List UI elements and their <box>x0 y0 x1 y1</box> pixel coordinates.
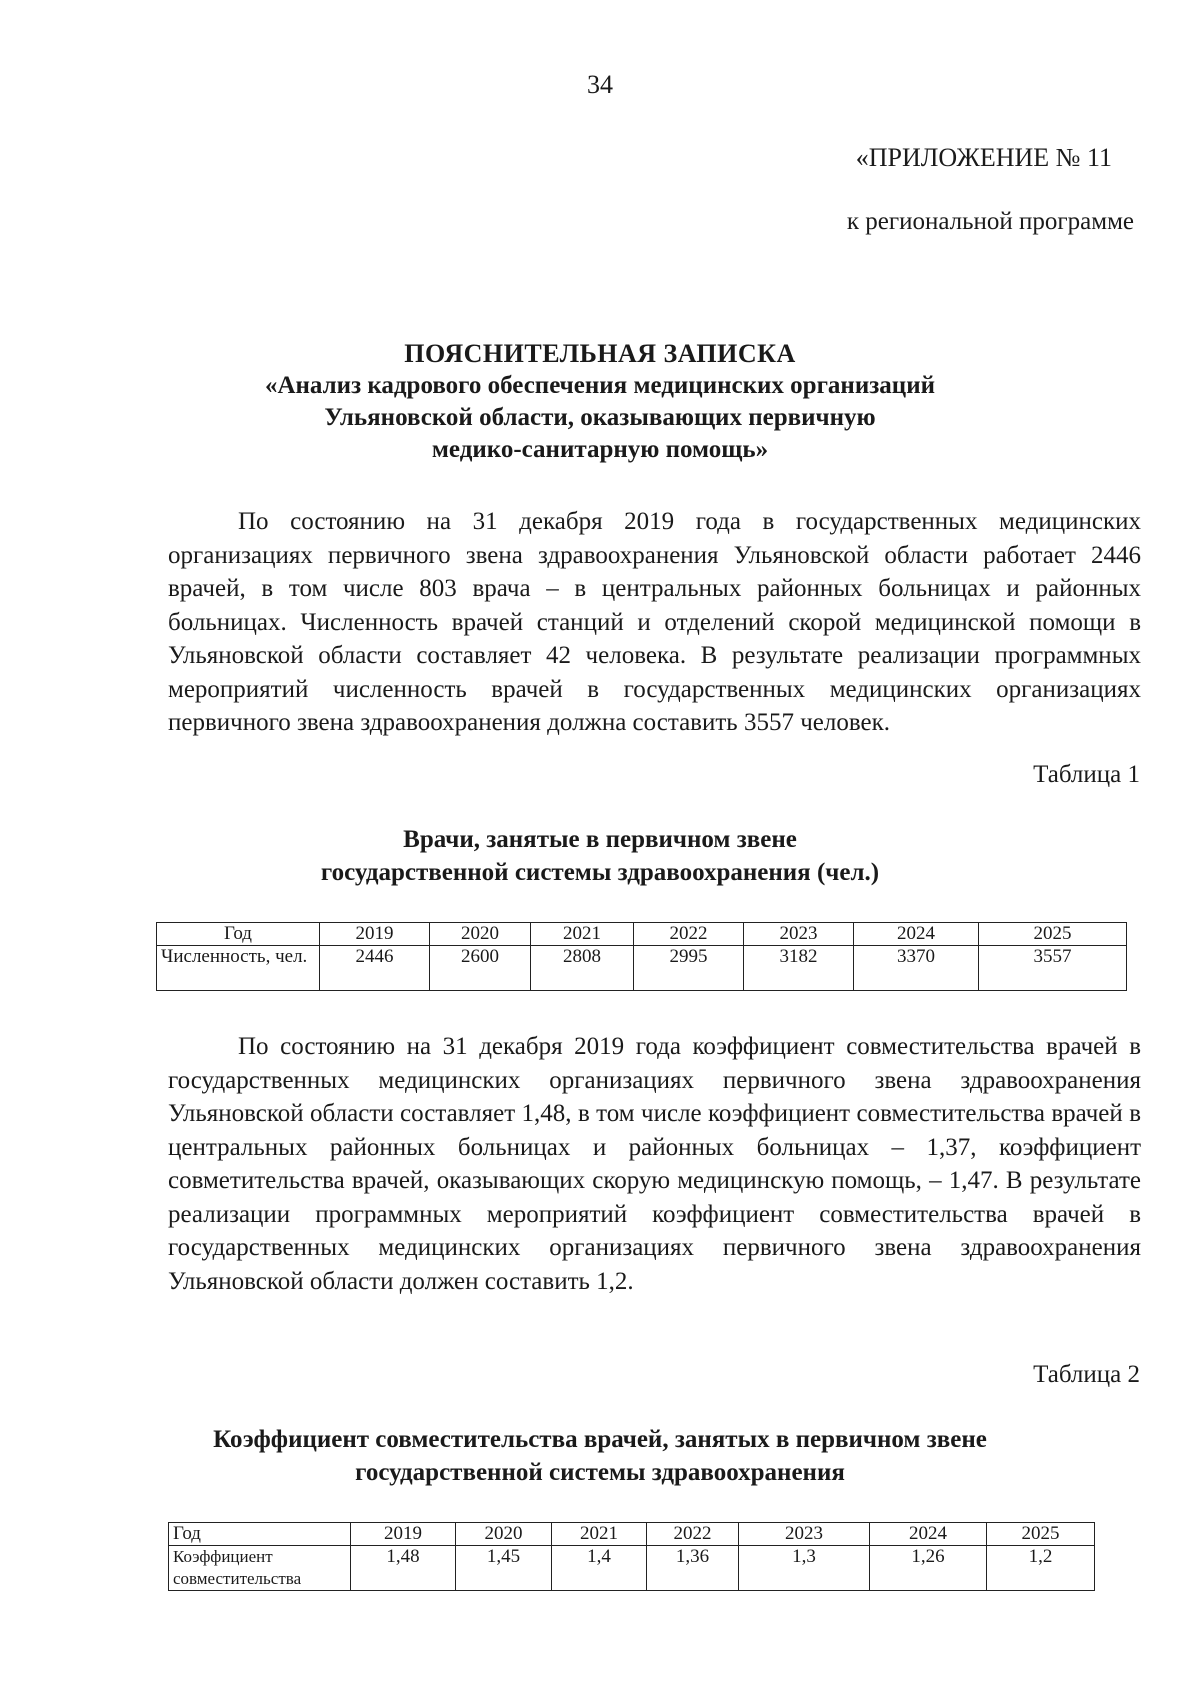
table-1-header-cell: 2021 <box>531 923 634 946</box>
table-2-header-cell: 2022 <box>647 1523 739 1546</box>
table-1-row-label: Численность, чел. <box>157 946 320 991</box>
table-1-label: Таблица 1 <box>1033 761 1140 788</box>
table-1-cell: 2446 <box>320 946 430 991</box>
paragraph-1: По состоянию на 31 декабря 2019 года в государственных медицинских организациях первичного звена здравоохранения Ульяновской области работает 2446 врачей, в том числе 803 врача – в центральных районных больницах и районных больницах. Численность врачей станций и отделений скорой медицинской помощи в Ульяновской области составляет 42 человека. В результате реализации программных мероприятий численность врачей в государственных медицинских организациях первичного звена здравоохранения должна составить 3557 человек. <box>168 508 1141 736</box>
table-1-header-cell: 2023 <box>744 923 854 946</box>
table-2-cell: 1,36 <box>647 1546 739 1591</box>
table-1-header-cell: 2025 <box>979 923 1127 946</box>
table-2-cell: 1,4 <box>552 1546 647 1591</box>
table-1-header-cell: 2020 <box>430 923 531 946</box>
note-title-line1: «Анализ кадрового обеспечения медицинских организаций <box>264 372 936 399</box>
table-1-cell: 2995 <box>634 946 744 991</box>
appendix-title: «ПРИЛОЖЕНИЕ № 11 <box>855 143 1112 172</box>
table-2-data-row <box>169 1546 1095 1591</box>
table-2-cell: 1,26 <box>870 1546 987 1591</box>
table-2-cell: 1,48 <box>351 1546 456 1591</box>
table-2-cell: 1,3 <box>739 1546 870 1591</box>
appendix-subtitle: к региональной программе <box>846 208 1134 235</box>
note-title-line3: медико-санитарную помощь» <box>431 436 769 463</box>
table-2-header-row <box>169 1523 1095 1546</box>
note-title <box>0 338 1200 466</box>
table-1-header-cell: 2024 <box>854 923 979 946</box>
table-1-header-cell: Год <box>157 923 320 946</box>
table-1-header-row <box>157 923 1127 946</box>
table-2-header-cell: 2021 <box>552 1523 647 1546</box>
table-2-title-line1: Коэффициент совместительства врачей, занятых в первичном звене <box>213 1426 987 1453</box>
table-2-header-cell: 2025 <box>987 1523 1095 1546</box>
table-1-header-cell: 2022 <box>634 923 744 946</box>
table-1-header-cell: 2019 <box>320 923 430 946</box>
page-number: 34 <box>587 70 613 99</box>
table-2-cell: 1,45 <box>456 1546 552 1591</box>
paragraph-2: По состоянию на 31 декабря 2019 года коэффициент совместительства врачей в государственных медицинских организациях первичного звена здравоохранения Ульяновской области составляет 1,48, в том числе коэффициент совместительства врачей в центральных районных больницах и районных больницах – 1,37, коэффициент совметительства врачей, оказывающих скорую медицинскую помощь, – 1,47. В результате реализации программных мероприятий коэффициент совместительства врачей в государственных медицинских организациях первичного звена здравоохранения Ульяновской области должен составить 1,2. <box>168 1033 1141 1295</box>
table-2-header-cell: 2020 <box>456 1523 552 1546</box>
table-1-title <box>0 823 1200 889</box>
table-2-title <box>0 1423 1200 1489</box>
table-1-title-line1: Врачи, занятые в первичном звене <box>403 826 797 853</box>
table-2-cell: 1,2 <box>987 1546 1095 1591</box>
table-1-cell: 2808 <box>531 946 634 991</box>
table-2-header-cell: 2023 <box>739 1523 870 1546</box>
table-1 <box>156 922 1127 991</box>
table-2-row-label: Коэффициент совместительства <box>169 1546 351 1591</box>
note-title-line2: Ульяновской области, оказывающих первичную <box>324 404 876 431</box>
table-1-cell: 3557 <box>979 946 1127 991</box>
table-2-header-cell: Год <box>169 1523 351 1546</box>
table-2-label: Таблица 2 <box>1033 1361 1140 1388</box>
table-1-cell: 3182 <box>744 946 854 991</box>
table-2-title-line2: государственной системы здравоохранения <box>355 1459 845 1486</box>
table-1-data-row <box>157 946 1127 991</box>
table-2-header-cell: 2019 <box>351 1523 456 1546</box>
table-1-cell: 3370 <box>854 946 979 991</box>
note-title-main: ПОЯСНИТЕЛЬНАЯ ЗАПИСКА <box>404 339 796 368</box>
table-1-title-line2: государственной системы здравоохранения (чел.) <box>320 859 880 886</box>
table-2 <box>168 1522 1095 1591</box>
table-1-cell: 2600 <box>430 946 531 991</box>
table-2-header-cell: 2024 <box>870 1523 987 1546</box>
